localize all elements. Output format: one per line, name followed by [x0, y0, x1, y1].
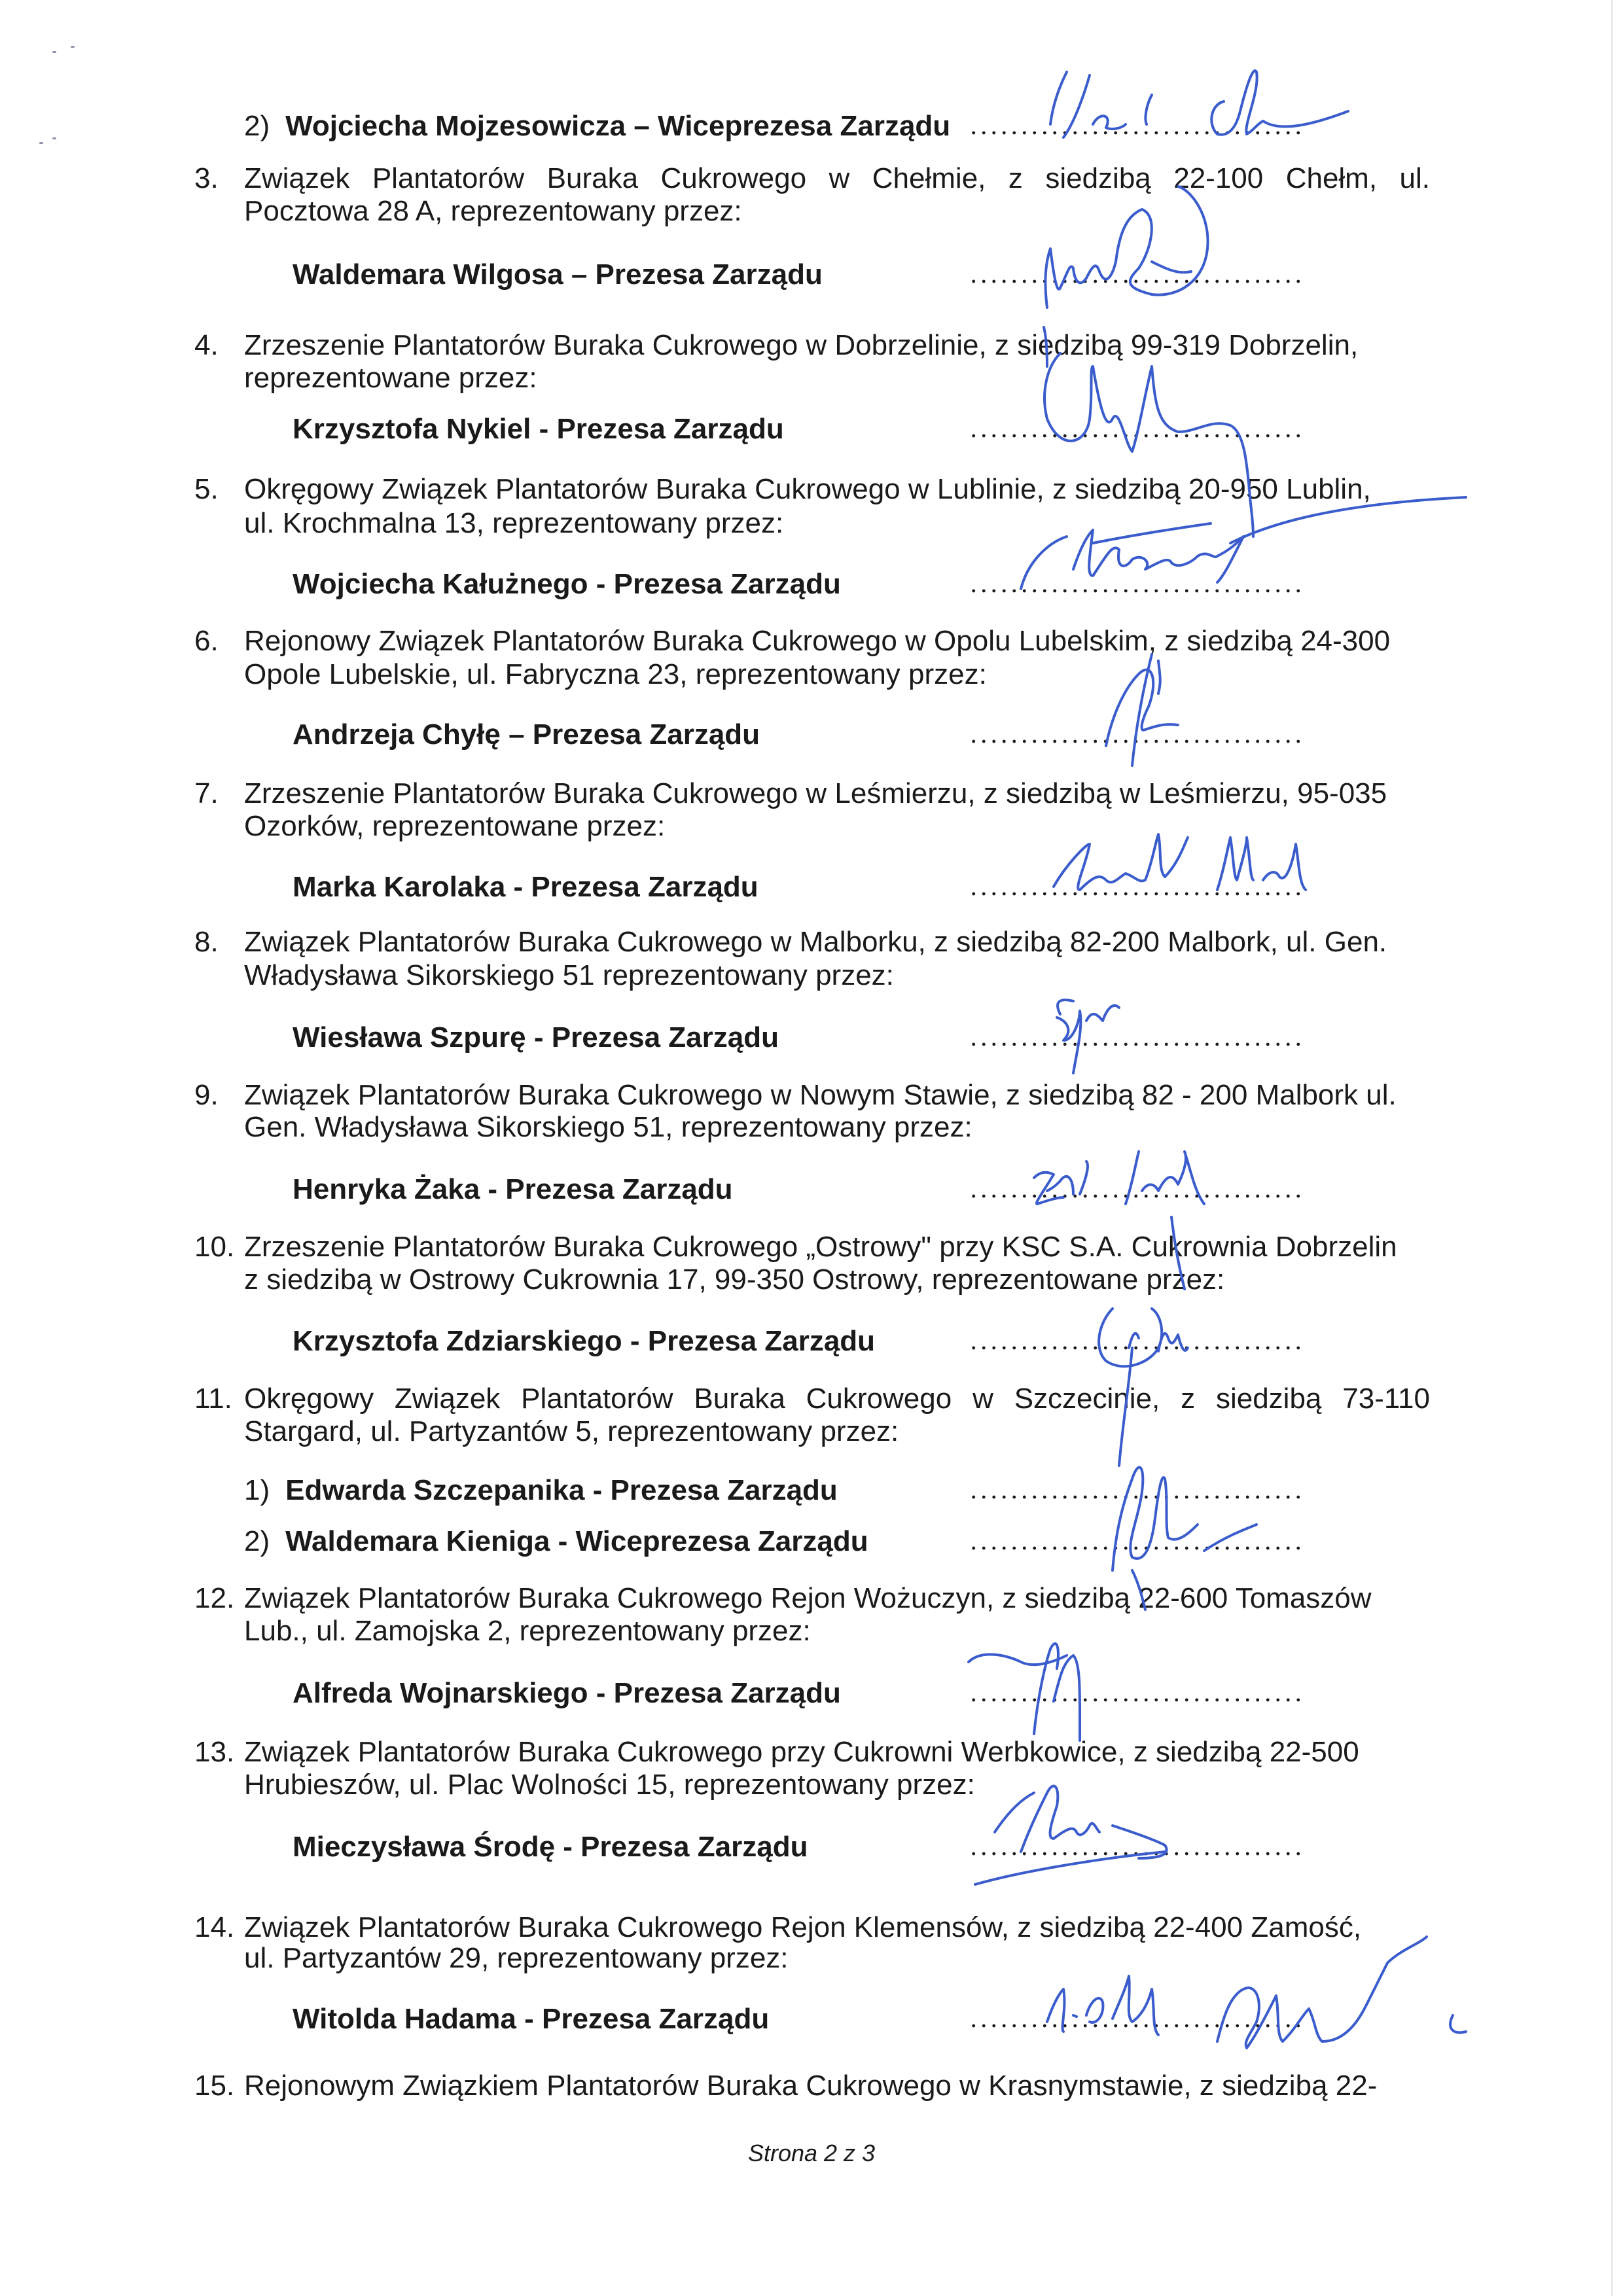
representative-name: Alfreda Wojnarskiego - Prezesa Zarządu	[293, 1677, 841, 1709]
signature-wilgos	[1046, 186, 1208, 308]
item-text-line: reprezentowane przez:	[244, 362, 537, 394]
sub-representative	[244, 1474, 838, 1507]
item-number: 13.	[194, 1736, 235, 1768]
item-text-line: Opole Lubelskie, ul. Fabryczna 23, reprezentowany przez:	[244, 658, 987, 690]
item-text-line: Rejonowym Związkiem Plantatorów Buraka Cukrowego w Krasnymstawie, z siedzibą 22-	[244, 2070, 1378, 2102]
signature-line	[969, 1042, 1306, 1046]
item-number: 9.	[194, 1079, 219, 1111]
representative-name: Witolda Hadama - Prezesa Zarządu	[293, 2003, 770, 2035]
signature-karolak	[1054, 834, 1306, 890]
scan-speck	[52, 51, 56, 53]
item-text-line: Związek Plantatorów Buraka Cukrowego Rejon Wożuczyn, z siedzibą 22-600 Tomaszów	[244, 1582, 1372, 1614]
sub-representative	[244, 1525, 868, 1558]
representative-name: Marka Karolaka - Prezesa Zarządu	[293, 871, 758, 903]
item-text-line: Związek Plantatorów Buraka Cukrowego w Nowym Stawie, z siedzibą 82 - 200 Malbork ul.	[244, 1079, 1397, 1111]
scan-speck	[39, 142, 43, 144]
item-text-line: Hrubieszów, ul. Plac Wolności 15, reprezentowany przez:	[244, 1769, 975, 1801]
sub-rep-index: 1)	[244, 1474, 270, 1506]
item-text-line: Zrzeszenie Plantatorów Buraka Cukrowego „Ostrowy" przy KSC S.A. Cukrownia Dobrzelin	[244, 1231, 1397, 1263]
signature-szpura	[1057, 1000, 1119, 1073]
item-number: 4.	[194, 329, 219, 361]
signature-kaluzny	[1021, 523, 1243, 589]
signature-line	[969, 1194, 1306, 1198]
signature-line	[969, 1346, 1306, 1350]
signature-line	[969, 1852, 1306, 1856]
signature-line	[969, 589, 1306, 593]
sub-rep-index: 2)	[244, 110, 270, 142]
signature-line	[969, 739, 1306, 743]
representative-name: Mieczysława Środę - Prezesa Zarządu	[293, 1831, 808, 1863]
signature-chyla	[1106, 654, 1178, 766]
item-text-line: Związek Plantatorów Buraka Cukrowego Rejon Klemensów, z siedzibą 22-400 Zamość,	[244, 1911, 1362, 1943]
item-text-line: Zrzeszenie Plantatorów Buraka Cukrowego w Leśmierzu, z siedzibą w Leśmierzu, 95-035	[244, 777, 1387, 809]
representative-name: Wojciecha Mojzesowicza – Wiceprezesa Zarządu	[285, 110, 951, 142]
signature-hadam	[1047, 1937, 1466, 2048]
signature-line	[969, 892, 1306, 896]
item-text-line: Ozorków, reprezentowane przez:	[244, 810, 666, 842]
representative-name: Waldemara Kieniga - Wiceprezesa Zarządu	[285, 1525, 868, 1557]
signature-zdziarski	[1099, 1309, 1188, 1366]
representative-name: Krzysztofa Nykiel - Prezesa Zarządu	[293, 413, 784, 445]
item-number: 8.	[194, 926, 219, 958]
representative-name: Wojciecha Kałużnego - Prezesa Zarządu	[293, 568, 841, 600]
signature-line	[969, 2024, 1306, 2028]
signature-mojzesowicz	[1050, 71, 1348, 137]
signature-sroda	[975, 1786, 1167, 1884]
representative-name: Krzysztofa Zdziarskiego - Prezesa Zarządu	[293, 1325, 876, 1357]
signature-line	[969, 131, 1306, 135]
item-text-line: Związek Plantatorów Buraka Cukrowego w Malborku, z siedzibą 82-200 Malbork, ul. Gen.	[244, 926, 1387, 958]
signature-line	[969, 434, 1306, 438]
item-number: 3.	[194, 162, 219, 194]
item-text-line: Związek Plantatorów Buraka Cukrowego przy Cukrowni Werbkowice, z siedzibą 22-500	[244, 1736, 1359, 1768]
signature-line	[969, 279, 1306, 283]
item-text-line: Władysława Sikorskiego 51 reprezentowany przez:	[244, 959, 894, 991]
item-text-line: z siedzibą w Ostrowy Cukrownia 17, 99-350 Ostrowy, reprezentowane przez:	[244, 1263, 1225, 1296]
item-text-line: Stargard, ul. Partyzantów 5, reprezentowany przez:	[244, 1415, 899, 1447]
representative-name: Edwarda Szczepanika - Prezesa Zarządu	[285, 1474, 838, 1506]
representative-name: Henryka Żaka - Prezesa Zarządu	[293, 1173, 733, 1205]
signature-wojnarski	[969, 1644, 1080, 1740]
item-text-line: Lub., ul. Zamojska 2, reprezentowany przez:	[244, 1615, 811, 1647]
sub-representative	[244, 110, 950, 143]
scan-speck	[52, 137, 56, 139]
item-text-line: ul. Partyzantów 29, reprezentowany przez:	[244, 1942, 789, 1974]
item-number: 6.	[194, 625, 219, 657]
item-number: 14.	[194, 1911, 235, 1943]
signature-line	[969, 1495, 1306, 1499]
signature-line	[969, 1698, 1306, 1702]
representative-name: Andrzeja Chyłę – Prezesa Zarządu	[293, 718, 760, 751]
item-number: 11.	[194, 1383, 232, 1415]
signature-line	[969, 1546, 1306, 1550]
page-number: Strona 2 z 3	[747, 2140, 876, 2166]
item-text-line: Rejonowy Związek Plantatorów Buraka Cukrowego w Opolu Lubelskim, z siedzibą 24-300	[244, 625, 1391, 657]
item-number: 5.	[194, 473, 219, 505]
sub-rep-index: 2)	[244, 1525, 270, 1557]
item-text-line: Okręgowy Związek Plantatorów Buraka Cukrowego w Lublinie, z siedzibą 20-950 Lublin,	[244, 473, 1371, 505]
item-text-line: Okręgowy Związek Plantatorów Buraka Cukrowego w Szczecinie, z siedzibą 73-110	[244, 1383, 1430, 1415]
item-number: 10.	[194, 1231, 235, 1263]
item-number: 7.	[194, 777, 219, 809]
item-text-line: Związek Plantatorów Buraka Cukrowego w Chełmie, z siedzibą 22-100 Chełm, ul.	[244, 162, 1430, 194]
item-number: 12.	[194, 1582, 235, 1614]
item-number: 15.	[194, 2070, 235, 2102]
scan-speck	[71, 46, 75, 48]
item-text-line: Gen. Władysława Sikorskiego 51, reprezentowany przez:	[244, 1111, 972, 1143]
representative-name: Waldemara Wilgosa – Prezesa Zarządu	[293, 258, 823, 291]
item-text-line: ul. Krochmalna 13, reprezentowany przez:	[244, 507, 784, 539]
item-text-line: Zrzeszenie Plantatorów Buraka Cukrowego w Dobrzelinie, z siedzibą 99-319 Dobrzelin,	[244, 329, 1359, 361]
representative-name: Wiesława Szpurę - Prezesa Zarządu	[293, 1021, 779, 1053]
item-text-line: Pocztowa 28 A, reprezentowany przez:	[244, 195, 742, 227]
scan-edge-line	[1611, 0, 1613, 2296]
